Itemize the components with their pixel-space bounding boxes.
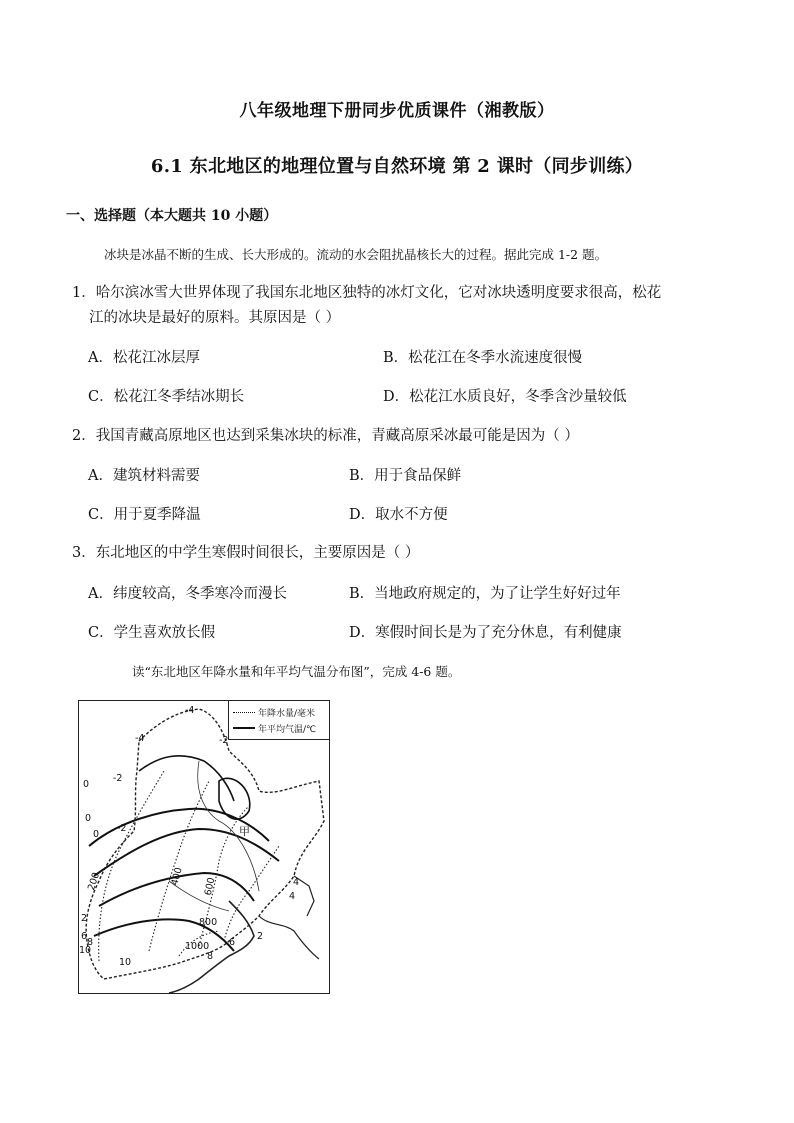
legend-precip: 年降水量/毫米 bbox=[233, 705, 315, 719]
map-legend bbox=[228, 701, 329, 740]
temp-label: 0 bbox=[85, 813, 92, 824]
northeast-climate-map bbox=[78, 700, 330, 994]
temp-label: 8 bbox=[207, 951, 214, 962]
temp-label: 2 bbox=[257, 931, 264, 942]
document-title: 八年级地理下册同步优质课件（湘教版） bbox=[239, 101, 555, 121]
question-2-option-d[interactable]: D．取水不方便 bbox=[349, 507, 448, 523]
precip-label: 400 bbox=[169, 866, 185, 887]
question-3-option-d[interactable]: D．寒假时间长是为了充分休息，有利健康 bbox=[349, 625, 622, 641]
region-border bbox=[86, 709, 324, 979]
question-2-line-1: 2．我国青藏高原地区也达到采集冰块的标准，青藏高原采冰最可能是因为（ ） bbox=[72, 428, 579, 444]
intro-text-2: 读“东北地区年降水量和年平均气温分布图”，完成 4-6 题。 bbox=[132, 664, 461, 679]
intro-text-1: 冰块是冰晶不断的生成、长大形成的。流动的水会阻扰晶核长大的过程。据此完成 1-2 题。 bbox=[104, 247, 608, 262]
section-heading: 一、选择题（本大题共 10 小题） bbox=[66, 208, 278, 224]
temp-label: 0 bbox=[83, 779, 90, 790]
temp-label: 8 bbox=[87, 937, 94, 948]
precip-label: 600 bbox=[202, 876, 218, 897]
temp-label: -2 bbox=[117, 823, 127, 834]
dotted-line-swatch bbox=[233, 712, 255, 713]
temp-label: -4 bbox=[185, 705, 195, 716]
question-3-option-a[interactable]: A．纬度较高，冬季寒冷而漫长 bbox=[88, 586, 287, 602]
temp-label: 10 bbox=[119, 957, 132, 968]
question-1-line-1: 1．哈尔滨冰雪大世界体现了我国东北地区独特的冰灯文化，它对冰块透明度要求很高，松花 bbox=[72, 285, 662, 301]
isotherm-line bbox=[94, 829, 279, 876]
question-3-line-1: 3．东北地区的中学生寒假时间很长，主要原因是（ ） bbox=[72, 545, 420, 561]
temp-label: 6 bbox=[229, 937, 236, 948]
question-2 bbox=[72, 424, 732, 449]
solid-line-swatch bbox=[233, 727, 255, 729]
temp-label: -2 bbox=[219, 735, 229, 746]
temp-label: 6 bbox=[81, 931, 88, 942]
question-3 bbox=[72, 541, 732, 566]
temp-label: -4 bbox=[135, 733, 145, 744]
peninsula-coast bbox=[259, 916, 319, 959]
precip-label: 1000 bbox=[185, 941, 210, 952]
precip-label: 200 bbox=[86, 871, 103, 892]
temp-label: 4 bbox=[293, 877, 300, 888]
temp-label: 0 bbox=[93, 829, 100, 840]
question-2-option-a[interactable]: A．建筑材料需要 bbox=[88, 468, 200, 484]
precip-label: 800 bbox=[199, 917, 218, 928]
coastline bbox=[169, 901, 254, 993]
document-subtitle: 6.1 东北地区的地理位置与自然环境 第 2 课时（同步训练） bbox=[150, 156, 644, 177]
question-1 bbox=[72, 281, 732, 331]
temp-label: 2 bbox=[81, 913, 88, 924]
question-1-option-d[interactable]: D．松花江水质良好，冬季含沙量较低 bbox=[383, 389, 627, 405]
isohyet-line bbox=[224, 846, 279, 941]
place-label-jia: 甲 bbox=[239, 825, 250, 838]
temp-label: 4 bbox=[289, 891, 296, 902]
legend-temp: 年平均气温/℃ bbox=[233, 721, 316, 735]
question-1-option-a[interactable]: A．松花江冰层厚 bbox=[88, 350, 200, 366]
question-3-option-b[interactable]: B．当地政府规定的，为了让学生好好过年 bbox=[349, 586, 621, 602]
question-2-option-b[interactable]: B．用于食品保鲜 bbox=[349, 468, 462, 484]
temp-label: 10 bbox=[79, 945, 92, 956]
temp-label: -2 bbox=[113, 773, 123, 784]
question-2-option-c[interactable]: C．用于夏季降温 bbox=[88, 507, 201, 523]
question-1-option-b[interactable]: B．松花江在冬季水流速度很慢 bbox=[383, 350, 583, 366]
question-1-line-2: 江的冰块是最好的原料。其原因是（ ） bbox=[89, 310, 341, 326]
question-3-option-c[interactable]: C．学生喜欢放长假 bbox=[88, 625, 216, 641]
question-1-option-c[interactable]: C．松花江冬季结冰期长 bbox=[88, 389, 245, 405]
